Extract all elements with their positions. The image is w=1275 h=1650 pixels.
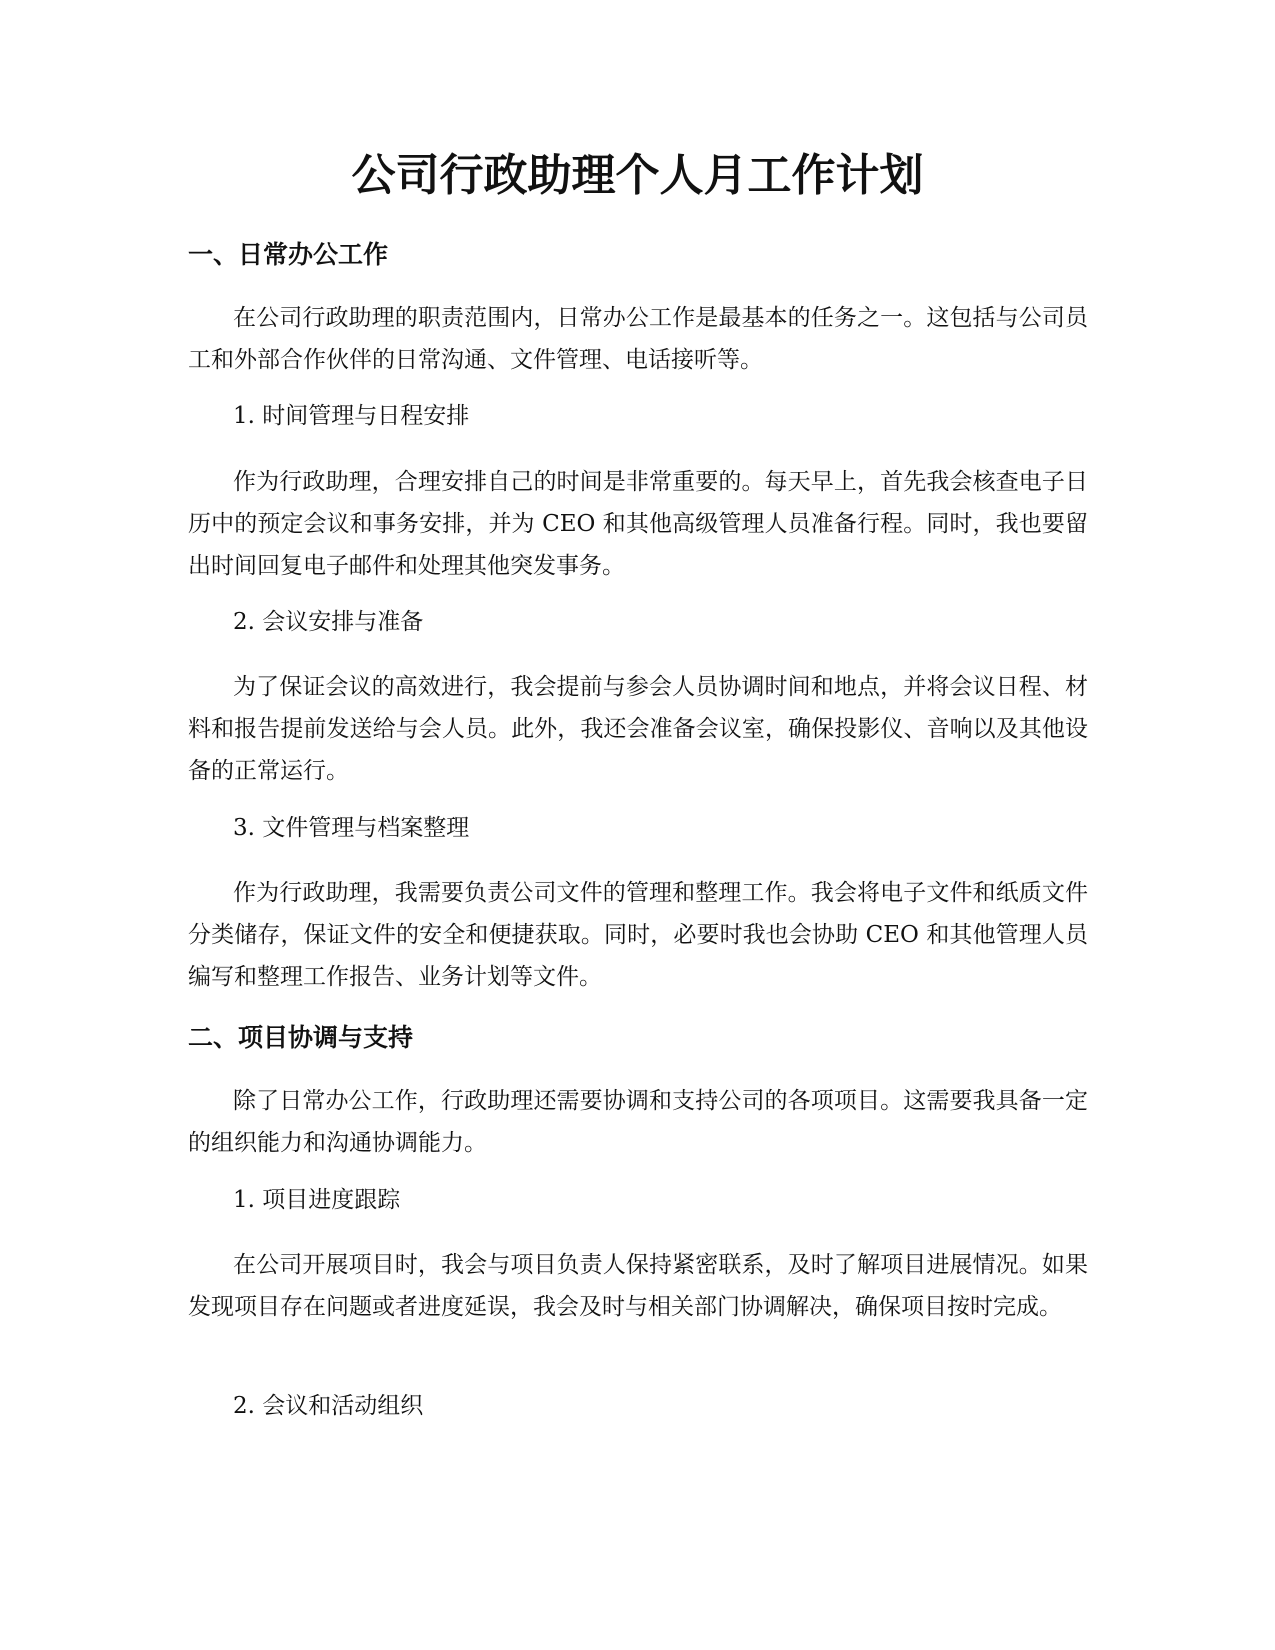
section-heading: 一、日常办公工作 [188,240,389,269]
subsection-title: 2. 会议安排与准备 [233,609,424,635]
subsection-paragraph: 作为行政助理，我需要负责公司文件的管理和整理工作。我会将电子文件和纸质文件分类储存，保证文件的安全和便捷获取。同时，必要时我也会协助 CEO 和其他管理人员编写和整理工作报告、业务计划等文件。 [188,880,1088,990]
subsection-title: 2. 会议和活动组织 [233,1393,424,1419]
subsection-paragraph: 在公司开展项目时，我会与项目负责人保持紧密联系，及时了解项目进展情况。如果发现项目存在问题或者进度延误，我会及时与相关部门协调解决，确保项目按时完成。 [188,1252,1088,1320]
subsection-title: 3. 文件管理与档案整理 [233,815,470,841]
subsection-paragraph: 作为行政助理，合理安排自己的时间是非常重要的。每天早上，首先我会核查电子日历中的预定会议和事务安排，并为 CEO 和其他高级管理人员准备行程。同时，我也要留出时间回复电子邮件和处理其他突发事务。 [188,469,1088,579]
subsection-paragraph: 为了保证会议的高效进行，我会提前与参会人员协调时间和地点，并将会议日程、材料和报告提前发送给与会人员。此外，我还会准备会议室，确保投影仪、音响以及其他设备的正常运行。 [188,674,1088,784]
subsection-title: 1. 项目进度跟踪 [233,1187,401,1213]
section-heading: 二、项目协调与支持 [188,1023,414,1052]
subsection-title: 1. 时间管理与日程安排 [233,403,470,429]
section-intro-paragraph: 在公司行政助理的职责范围内，日常办公工作是最基本的任务之一。这包括与公司员工和外部合作伙伴的日常沟通、文件管理、电话接听等。 [188,305,1088,373]
document-title: 公司行政助理个人月工作计划 [351,150,924,201]
section-intro-paragraph: 除了日常办公工作，行政助理还需要协调和支持公司的各项项目。这需要我具备一定的组织能力和沟通协调能力。 [188,1088,1088,1156]
